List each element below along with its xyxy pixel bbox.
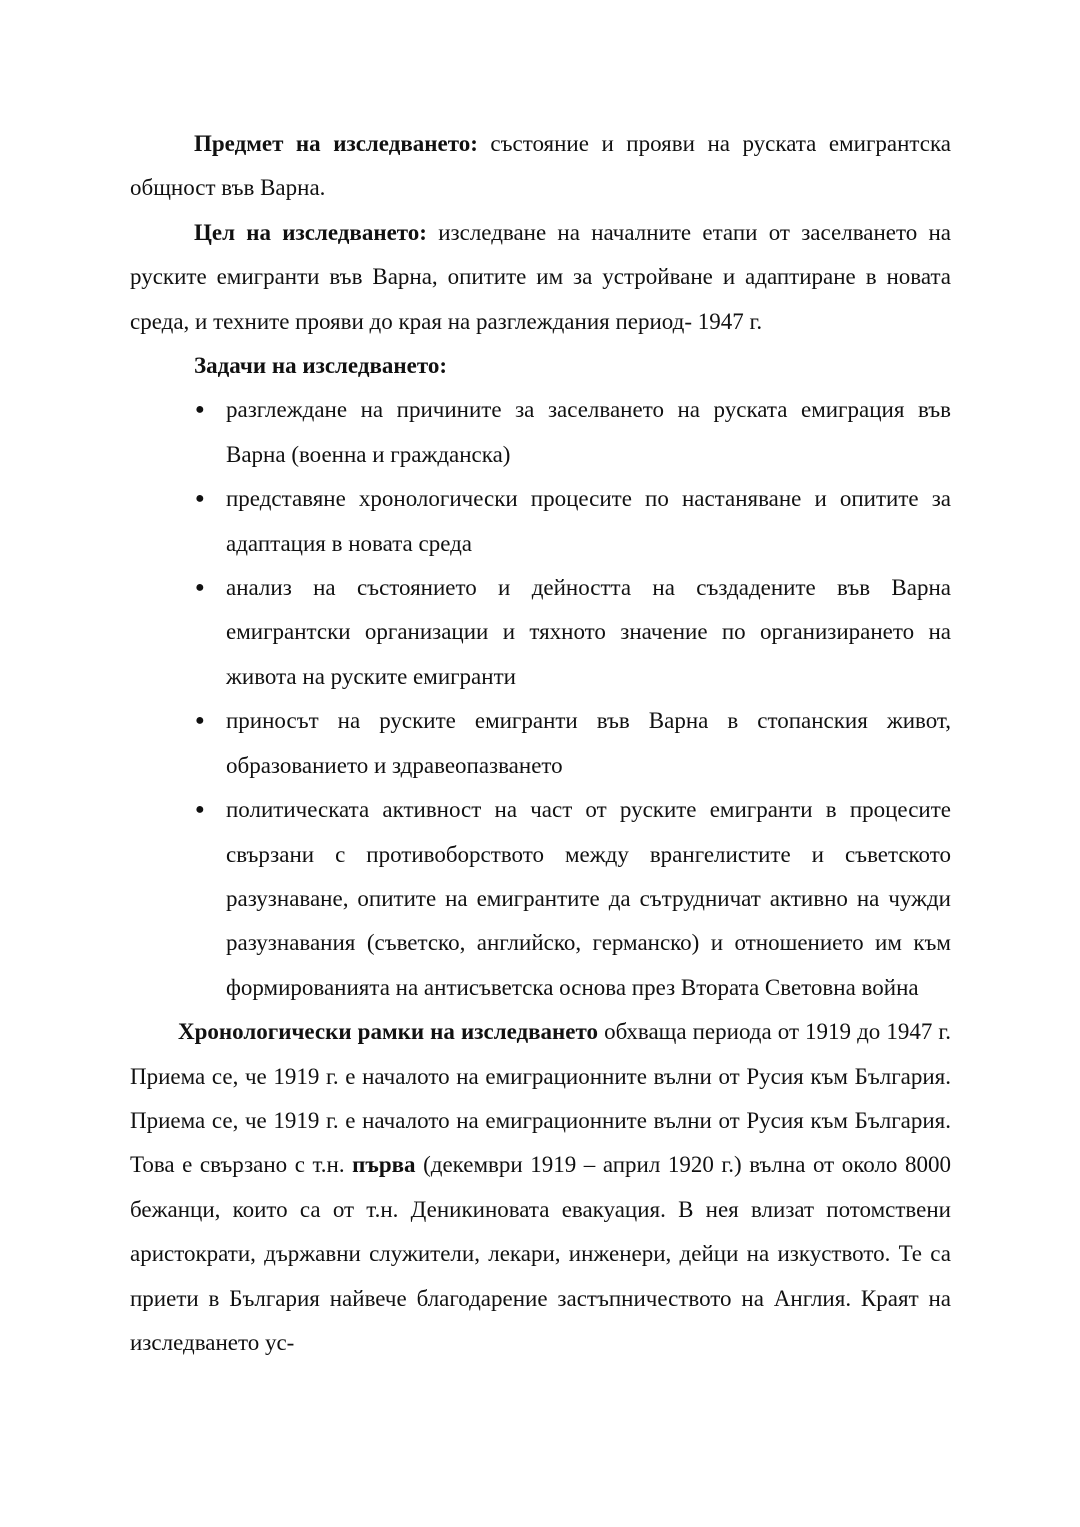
chronology-paragraph xyxy=(130,1010,951,1365)
list-item xyxy=(195,388,951,477)
goal-text: изследване на началните етапи от заселването на руските емигранти във Варна, опитите им за устройване и адаптиране в новата среда, и техните прояви до края на разглеждания период- 1947 г. xyxy=(130,219,951,334)
bullet-icon: ● xyxy=(195,490,205,508)
list-item-text: представяне хронологически процесите по настаняване и опитите за адаптация в новата среда xyxy=(226,486,951,556)
subject-text: състояние и прояви на руската емигрантска общност във Варна. xyxy=(130,131,951,201)
chronology-text-2: (декември 1919 – април 1920 г.) вълна от около 8000 бежанци, които са от т.н. Деникиновата евакуация. В нея влизат потомствени аристократи, държавни служители, лекари, инженери, дейци на изкуството. Те са приети в България найвече благодарение застъпничеството на Англия. Краят на изследването ус- xyxy=(130,1152,951,1355)
list-item-text: анализ на състоянието и дейността на създадените във Варна емигрантски организации и тяхното значение по организирането на живота на руските емигранти xyxy=(226,575,951,689)
list-item xyxy=(195,477,951,566)
chronology-label: Хронологически рамки на изследването xyxy=(178,1019,599,1045)
goal-paragraph xyxy=(130,211,951,344)
tasks-heading: Задачи на изследването: xyxy=(194,353,448,379)
bullet-icon: ● xyxy=(195,579,205,597)
document-page xyxy=(130,122,951,1365)
subject-label: Предмет на изследването: xyxy=(194,131,478,156)
bullet-icon: ● xyxy=(195,401,205,419)
list-item xyxy=(195,788,951,1010)
tasks-heading-paragraph xyxy=(130,344,951,388)
tasks-list xyxy=(130,388,951,1010)
list-item xyxy=(195,566,951,699)
goal-label: Цел на изследването: xyxy=(194,219,427,245)
chronology-bold-word: първа xyxy=(352,1152,416,1178)
list-item-text: разглеждане на причините за заселването на руската емиграция във Варна (военна и гражданска) xyxy=(226,397,951,467)
bullet-icon: ● xyxy=(195,712,205,730)
list-item xyxy=(195,699,951,788)
subject-paragraph xyxy=(130,122,951,211)
list-item-text: политическата активност на част от руските емигранти в процесите свързани с противоборството между врангелистите и съветското разузнаване, опитите на емигрантите да сътрудничат активно на чужди разузнавания (съветско, английско, германско) и отношението им към формированията на антисъветска основа през Втората Световна война xyxy=(226,797,951,1000)
chronology-text-1: обхваща периода от 1919 до 1947 г. Приема се, че 1919 г. е началото на емиграционните вълни от Русия към България. Приема се, че 1919 г. е началото на емиграционните вълни от Русия към България. Това е свързано с т.н. xyxy=(130,1019,951,1178)
bullet-icon: ● xyxy=(195,801,205,819)
list-item-text: приносът на руските емигранти във Варна в стопанския живот, образованието и здравеопазването xyxy=(226,708,951,778)
